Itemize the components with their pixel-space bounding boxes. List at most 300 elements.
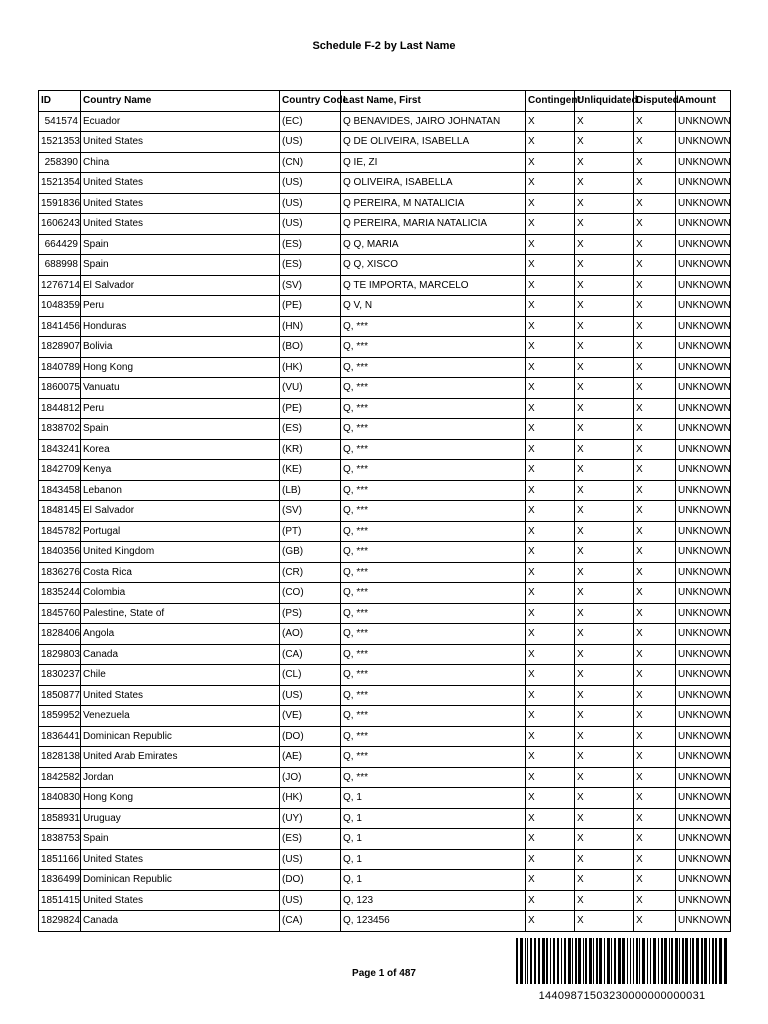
cell-country-name: Dominican Republic: [81, 726, 280, 747]
cell-contingent: X: [526, 685, 575, 706]
cell-id: 1848145: [39, 501, 81, 522]
cell-last-name-first: Q, ***: [341, 398, 526, 419]
cell-disputed: X: [634, 193, 676, 214]
table-row: [39, 234, 731, 255]
cell-contingent: X: [526, 501, 575, 522]
barcode-bar: [639, 938, 640, 984]
barcode-bar: [542, 938, 545, 984]
barcode-number: 14409871503230000000000031: [538, 990, 706, 1002]
cell-contingent: X: [526, 193, 575, 214]
cell-country-code: (UY): [280, 808, 341, 829]
cell-country-code: (DO): [280, 870, 341, 891]
cell-country-name: Korea: [81, 439, 280, 460]
cell-contingent: X: [526, 726, 575, 747]
cell-country-name: China: [81, 152, 280, 173]
cell-contingent: X: [526, 357, 575, 378]
cell-unliquidated: X: [575, 542, 634, 563]
cell-id: 1851166: [39, 849, 81, 870]
cell-id: 1844812: [39, 398, 81, 419]
cell-contingent: X: [526, 419, 575, 440]
cell-id: 1276714: [39, 275, 81, 296]
cell-amount: UNKNOWN: [676, 829, 731, 850]
barcode-bar: [575, 938, 577, 984]
cell-unliquidated: X: [575, 173, 634, 194]
barcode-bar: [583, 938, 584, 984]
cell-disputed: X: [634, 542, 676, 563]
barcode-bar: [630, 938, 631, 984]
cell-last-name-first: Q, ***: [341, 726, 526, 747]
cell-country-name: Portugal: [81, 521, 280, 542]
cell-country-code: (VU): [280, 378, 341, 399]
page-number: Page 1 of 487: [352, 968, 416, 979]
column-header-unliquidated: Unliquidated: [575, 91, 634, 112]
cell-unliquidated: X: [575, 275, 634, 296]
cell-id: 1836499: [39, 870, 81, 891]
barcode-bar: [636, 938, 638, 984]
cell-id: 1048359: [39, 296, 81, 317]
table-row: [39, 685, 731, 706]
table-row: [39, 542, 731, 563]
cell-country-code: (KR): [280, 439, 341, 460]
cell-contingent: X: [526, 378, 575, 399]
table-row: [39, 829, 731, 850]
cell-unliquidated: X: [575, 234, 634, 255]
table-body: [39, 111, 731, 931]
cell-id: 1859952: [39, 706, 81, 727]
cell-amount: UNKNOWN: [676, 890, 731, 911]
cell-disputed: X: [634, 357, 676, 378]
cell-last-name-first: Q OLIVEIRA, ISABELLA: [341, 173, 526, 194]
cell-contingent: X: [526, 398, 575, 419]
cell-contingent: X: [526, 911, 575, 932]
cell-id: 1842582: [39, 767, 81, 788]
cell-amount: UNKNOWN: [676, 193, 731, 214]
cell-amount: UNKNOWN: [676, 542, 731, 563]
cell-amount: UNKNOWN: [676, 870, 731, 891]
barcode-bar: [550, 938, 551, 984]
cell-id: 1521354: [39, 173, 81, 194]
cell-country-code: (CA): [280, 911, 341, 932]
cell-contingent: X: [526, 521, 575, 542]
cell-unliquidated: X: [575, 603, 634, 624]
cell-disputed: X: [634, 460, 676, 481]
cell-amount: UNKNOWN: [676, 501, 731, 522]
cell-country-code: (US): [280, 849, 341, 870]
barcode-bar: [633, 938, 634, 984]
column-header-country-code: Country Code: [280, 91, 341, 112]
cell-country-code: (ES): [280, 255, 341, 276]
cell-country-code: (HK): [280, 357, 341, 378]
cell-amount: UNKNOWN: [676, 726, 731, 747]
cell-disputed: X: [634, 234, 676, 255]
barcode-bar: [712, 938, 714, 984]
cell-amount: UNKNOWN: [676, 480, 731, 501]
cell-country-code: (CR): [280, 562, 341, 583]
barcode-bar: [709, 938, 710, 984]
cell-id: 688998: [39, 255, 81, 276]
cell-disputed: X: [634, 788, 676, 809]
cell-country-code: (PS): [280, 603, 341, 624]
cell-amount: UNKNOWN: [676, 808, 731, 829]
cell-unliquidated: X: [575, 808, 634, 829]
cell-country-name: United States: [81, 214, 280, 235]
table-row: [39, 726, 731, 747]
cell-disputed: X: [634, 316, 676, 337]
cell-contingent: X: [526, 542, 575, 563]
cell-id: 1591836: [39, 193, 81, 214]
column-header-id: ID: [39, 91, 81, 112]
cell-last-name-first: Q PEREIRA, MARIA NATALICIA: [341, 214, 526, 235]
table-row: [39, 849, 731, 870]
table-row: [39, 665, 731, 686]
cell-unliquidated: X: [575, 521, 634, 542]
cell-contingent: X: [526, 275, 575, 296]
cell-unliquidated: X: [575, 357, 634, 378]
cell-amount: UNKNOWN: [676, 111, 731, 132]
barcode-bar: [585, 938, 587, 984]
cell-country-code: (US): [280, 685, 341, 706]
cell-contingent: X: [526, 890, 575, 911]
barcode-bar: [568, 938, 571, 984]
cell-id: 1843458: [39, 480, 81, 501]
cell-country-name: Ecuador: [81, 111, 280, 132]
table-row: [39, 398, 731, 419]
cell-country-code: (SV): [280, 275, 341, 296]
barcode-bar: [534, 938, 536, 984]
cell-country-code: (CL): [280, 665, 341, 686]
cell-id: 1845760: [39, 603, 81, 624]
cell-country-name: United States: [81, 173, 280, 194]
barcode-bar: [675, 938, 678, 984]
cell-id: 1828907: [39, 337, 81, 358]
cell-id: 1828406: [39, 624, 81, 645]
barcode-bar: [664, 938, 667, 984]
cell-last-name-first: Q, 1: [341, 788, 526, 809]
cell-last-name-first: Q DE OLIVEIRA, ISABELLA: [341, 132, 526, 153]
cell-id: 1845782: [39, 521, 81, 542]
cell-amount: UNKNOWN: [676, 460, 731, 481]
cell-unliquidated: X: [575, 562, 634, 583]
cell-amount: UNKNOWN: [676, 747, 731, 768]
barcode-bar: [520, 938, 523, 984]
cell-contingent: X: [526, 439, 575, 460]
cell-contingent: X: [526, 214, 575, 235]
barcode-bar: [627, 938, 628, 984]
cell-id: 1828138: [39, 747, 81, 768]
cell-last-name-first: Q IE, ZI: [341, 152, 526, 173]
cell-id: 1830237: [39, 665, 81, 686]
cell-last-name-first: Q V, N: [341, 296, 526, 317]
cell-unliquidated: X: [575, 829, 634, 850]
cell-country-name: Spain: [81, 419, 280, 440]
cell-unliquidated: X: [575, 214, 634, 235]
cell-country-code: (CN): [280, 152, 341, 173]
cell-country-code: (EC): [280, 111, 341, 132]
cell-id: 1840789: [39, 357, 81, 378]
cell-amount: UNKNOWN: [676, 665, 731, 686]
cell-id: 1521353: [39, 132, 81, 153]
table-header-row: [39, 91, 731, 112]
cell-id: 1842709: [39, 460, 81, 481]
column-header-country-name: Country Name: [81, 91, 280, 112]
cell-last-name-first: Q, ***: [341, 644, 526, 665]
cell-country-name: Venezuela: [81, 706, 280, 727]
cell-id: 1838753: [39, 829, 81, 850]
cell-id: 1829803: [39, 644, 81, 665]
cell-amount: UNKNOWN: [676, 419, 731, 440]
cell-disputed: X: [634, 890, 676, 911]
cell-contingent: X: [526, 316, 575, 337]
cell-country-name: Spain: [81, 234, 280, 255]
cell-country-name: Palestine, State of: [81, 603, 280, 624]
cell-contingent: X: [526, 603, 575, 624]
barcode-bar: [561, 938, 562, 984]
cell-contingent: X: [526, 255, 575, 276]
cell-disputed: X: [634, 665, 676, 686]
cell-country-name: United States: [81, 685, 280, 706]
schedule-table: [38, 90, 731, 932]
cell-id: 258390: [39, 152, 81, 173]
cell-disputed: X: [634, 726, 676, 747]
cell-disputed: X: [634, 624, 676, 645]
page-title: Schedule F-2 by Last Name: [312, 40, 456, 52]
cell-contingent: X: [526, 808, 575, 829]
cell-unliquidated: X: [575, 501, 634, 522]
cell-country-code: (US): [280, 173, 341, 194]
barcode-bar: [614, 938, 616, 984]
cell-contingent: X: [526, 111, 575, 132]
cell-amount: UNKNOWN: [676, 296, 731, 317]
column-header-disputed: Disputed: [634, 91, 676, 112]
cell-last-name-first: Q, ***: [341, 357, 526, 378]
cell-amount: UNKNOWN: [676, 788, 731, 809]
cell-last-name-first: Q, 1: [341, 829, 526, 850]
barcode-bar: [607, 938, 610, 984]
barcode-bar: [669, 938, 670, 984]
barcode-bar: [530, 938, 532, 984]
cell-country-name: United States: [81, 849, 280, 870]
cell-amount: UNKNOWN: [676, 255, 731, 276]
cell-unliquidated: X: [575, 480, 634, 501]
cell-country-name: Lebanon: [81, 480, 280, 501]
cell-unliquidated: X: [575, 255, 634, 276]
cell-disputed: X: [634, 603, 676, 624]
cell-unliquidated: X: [575, 111, 634, 132]
cell-amount: UNKNOWN: [676, 624, 731, 645]
cell-last-name-first: Q, ***: [341, 521, 526, 542]
cell-country-name: Peru: [81, 398, 280, 419]
table-row: [39, 173, 731, 194]
cell-last-name-first: Q, ***: [341, 603, 526, 624]
barcode-bar: [604, 938, 605, 984]
cell-id: 541574: [39, 111, 81, 132]
cell-country-name: Spain: [81, 829, 280, 850]
cell-country-name: Peru: [81, 296, 280, 317]
cell-disputed: X: [634, 296, 676, 317]
cell-id: 1829824: [39, 911, 81, 932]
cell-country-code: (AO): [280, 624, 341, 645]
cell-last-name-first: Q, ***: [341, 337, 526, 358]
cell-unliquidated: X: [575, 644, 634, 665]
table-row: [39, 644, 731, 665]
cell-disputed: X: [634, 870, 676, 891]
cell-unliquidated: X: [575, 849, 634, 870]
barcode-bar: [525, 938, 526, 984]
cell-country-code: (LB): [280, 480, 341, 501]
cell-contingent: X: [526, 624, 575, 645]
cell-country-name: Dominican Republic: [81, 870, 280, 891]
table-row: [39, 890, 731, 911]
cell-disputed: X: [634, 911, 676, 932]
cell-contingent: X: [526, 460, 575, 481]
cell-country-name: United States: [81, 132, 280, 153]
barcode-bar: [690, 938, 691, 984]
cell-country-name: Hong Kong: [81, 788, 280, 809]
barcode-bar: [696, 938, 699, 984]
barcode-bar: [572, 938, 573, 984]
table-row: [39, 480, 731, 501]
barcode-bar: [715, 938, 717, 984]
cell-country-name: Honduras: [81, 316, 280, 337]
table-row: [39, 419, 731, 440]
table-row: [39, 501, 731, 522]
cell-amount: UNKNOWN: [676, 234, 731, 255]
cell-id: 1843241: [39, 439, 81, 460]
cell-disputed: X: [634, 398, 676, 419]
cell-last-name-first: Q, ***: [341, 747, 526, 768]
cell-id: 1860075: [39, 378, 81, 399]
cell-unliquidated: X: [575, 911, 634, 932]
cell-amount: UNKNOWN: [676, 767, 731, 788]
barcode-bar: [611, 938, 612, 984]
cell-contingent: X: [526, 665, 575, 686]
cell-disputed: X: [634, 419, 676, 440]
cell-amount: UNKNOWN: [676, 275, 731, 296]
cell-disputed: X: [634, 337, 676, 358]
cell-disputed: X: [634, 214, 676, 235]
cell-disputed: X: [634, 275, 676, 296]
table-row: [39, 296, 731, 317]
cell-disputed: X: [634, 706, 676, 727]
cell-disputed: X: [634, 747, 676, 768]
cell-contingent: X: [526, 337, 575, 358]
cell-disputed: X: [634, 501, 676, 522]
column-header-amount: Amount: [676, 91, 731, 112]
barcode-bar: [553, 938, 555, 984]
barcode-bar: [658, 938, 659, 984]
cell-last-name-first: Q, ***: [341, 706, 526, 727]
cell-last-name-first: Q, 1: [341, 849, 526, 870]
cell-country-code: (HK): [280, 788, 341, 809]
cell-amount: UNKNOWN: [676, 562, 731, 583]
cell-contingent: X: [526, 706, 575, 727]
cell-last-name-first: Q, ***: [341, 378, 526, 399]
cell-contingent: X: [526, 562, 575, 583]
barcode-bar: [642, 938, 645, 984]
cell-country-code: (PE): [280, 398, 341, 419]
cell-amount: UNKNOWN: [676, 521, 731, 542]
cell-unliquidated: X: [575, 337, 634, 358]
column-header-contingent: Contingent: [526, 91, 575, 112]
cell-disputed: X: [634, 849, 676, 870]
cell-last-name-first: Q, ***: [341, 665, 526, 686]
cell-amount: UNKNOWN: [676, 849, 731, 870]
table-row: [39, 706, 731, 727]
cell-contingent: X: [526, 829, 575, 850]
cell-country-name: Kenya: [81, 460, 280, 481]
cell-country-code: (PE): [280, 296, 341, 317]
cell-contingent: X: [526, 644, 575, 665]
table-row: [39, 583, 731, 604]
cell-amount: UNKNOWN: [676, 378, 731, 399]
barcode-bar: [599, 938, 602, 984]
barcode-bar: [701, 938, 703, 984]
cell-disputed: X: [634, 562, 676, 583]
cell-unliquidated: X: [575, 767, 634, 788]
barcode-bar: [685, 938, 688, 984]
cell-contingent: X: [526, 296, 575, 317]
cell-unliquidated: X: [575, 665, 634, 686]
cell-id: 1840356: [39, 542, 81, 563]
cell-last-name-first: Q BENAVIDES, JAIRO JOHNATAN: [341, 111, 526, 132]
cell-id: 1836276: [39, 562, 81, 583]
cell-disputed: X: [634, 132, 676, 153]
barcode-bar: [527, 938, 528, 984]
table-row: [39, 214, 731, 235]
cell-disputed: X: [634, 255, 676, 276]
table-row: [39, 152, 731, 173]
cell-amount: UNKNOWN: [676, 911, 731, 932]
cell-last-name-first: Q Q, MARIA: [341, 234, 526, 255]
table-row: [39, 357, 731, 378]
cell-country-name: Canada: [81, 911, 280, 932]
cell-id: 1841456: [39, 316, 81, 337]
cell-disputed: X: [634, 480, 676, 501]
cell-disputed: X: [634, 808, 676, 829]
barcode-bar: [653, 938, 656, 984]
cell-disputed: X: [634, 644, 676, 665]
cell-last-name-first: Q PEREIRA, M NATALICIA: [341, 193, 526, 214]
table-row: [39, 747, 731, 768]
table-row: [39, 562, 731, 583]
cell-unliquidated: X: [575, 316, 634, 337]
cell-country-code: (US): [280, 193, 341, 214]
cell-country-code: (HN): [280, 316, 341, 337]
cell-unliquidated: X: [575, 398, 634, 419]
cell-country-code: (CO): [280, 583, 341, 604]
cell-country-name: Angola: [81, 624, 280, 645]
cell-country-name: El Salvador: [81, 501, 280, 522]
cell-country-code: (JO): [280, 767, 341, 788]
cell-amount: UNKNOWN: [676, 214, 731, 235]
cell-country-name: Vanuatu: [81, 378, 280, 399]
cell-country-name: El Salvador: [81, 275, 280, 296]
cell-country-code: (ES): [280, 419, 341, 440]
cell-disputed: X: [634, 111, 676, 132]
cell-last-name-first: Q, ***: [341, 316, 526, 337]
barcode-bar: [650, 938, 651, 984]
cell-country-code: (ES): [280, 234, 341, 255]
cell-contingent: X: [526, 132, 575, 153]
cell-country-code: (VE): [280, 706, 341, 727]
barcode-bar: [564, 938, 566, 984]
cell-disputed: X: [634, 685, 676, 706]
cell-last-name-first: Q, ***: [341, 583, 526, 604]
cell-country-name: Jordan: [81, 767, 280, 788]
cell-country-name: United States: [81, 890, 280, 911]
cell-last-name-first: Q, ***: [341, 480, 526, 501]
table-row: [39, 316, 731, 337]
